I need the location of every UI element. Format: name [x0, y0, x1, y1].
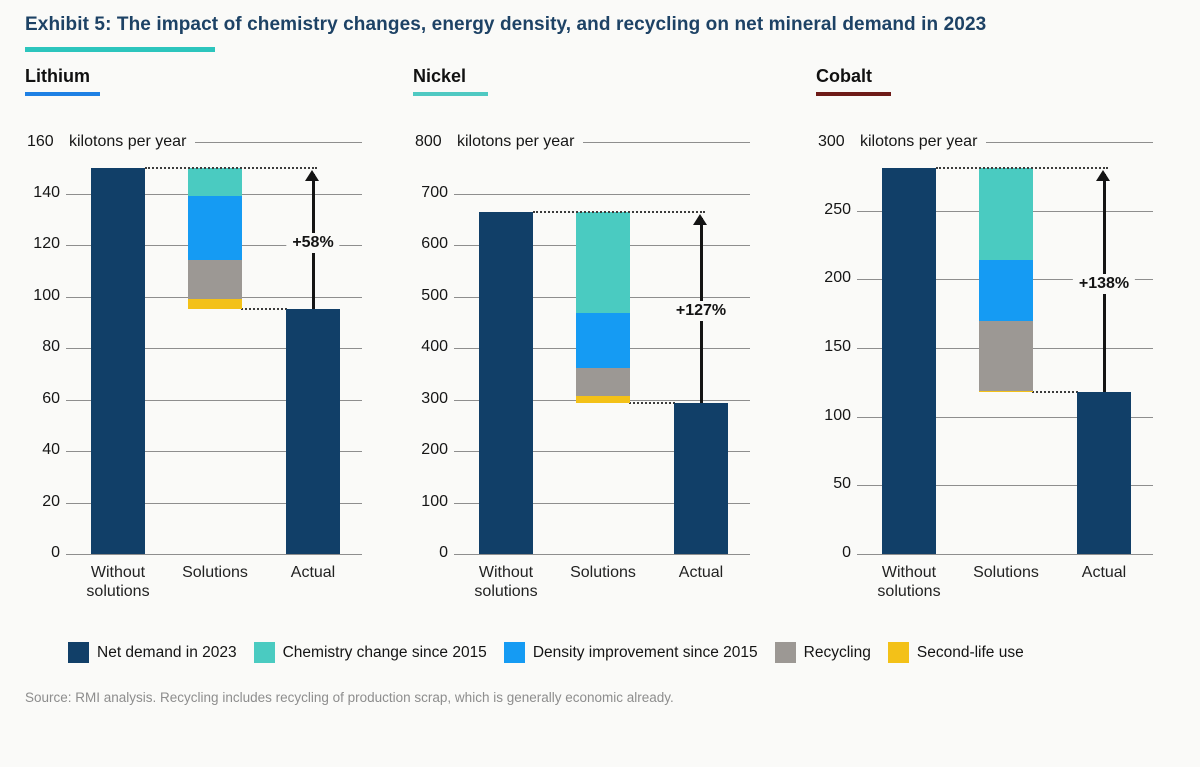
percent-change-label: +138%	[1073, 274, 1135, 294]
legend-item-recycling	[775, 642, 871, 663]
x-category-label: Solutions	[973, 564, 1039, 581]
solutions-segment-density_improvement	[979, 260, 1033, 320]
solutions-segment-recycling	[188, 260, 242, 299]
solutions-segment-density_improvement	[188, 196, 242, 260]
y-tick-label: 250	[824, 200, 851, 218]
bar-without-solutions	[479, 212, 533, 554]
solutions-segment-second_life	[576, 396, 630, 403]
legend-item-net-demand	[68, 642, 237, 663]
y-tick-label: 0	[842, 544, 851, 561]
dashed-line-actual-level	[1032, 391, 1078, 393]
legend-swatch-density-improvement	[504, 642, 525, 663]
dashed-line-without-level	[533, 211, 705, 213]
y-axis-unit-label: kilotons per year	[860, 133, 978, 150]
legend-label: Second-life use	[916, 643, 1024, 661]
x-category-label: Without solutions	[86, 564, 150, 600]
y-tick-label: 600	[421, 235, 448, 252]
y-tick-label: 200	[824, 269, 851, 287]
gridline-700	[454, 194, 750, 195]
y-tick-label: 500	[421, 286, 448, 304]
y-tick-label: 400	[421, 338, 448, 355]
y-tick-label: 700	[421, 183, 448, 201]
y-axis-unit-label: kilotons per year	[457, 133, 575, 150]
y-tick-label: 0	[439, 544, 448, 561]
gridline-0	[857, 554, 1153, 555]
y-tick-label: 140	[33, 183, 60, 201]
legend-swatch-recycling	[775, 642, 796, 663]
dashed-line-without-level	[145, 167, 317, 169]
y-axis-max-label: 800	[415, 133, 442, 150]
percent-change-label: +127%	[670, 301, 732, 321]
x-category-label: Actual	[1081, 564, 1127, 581]
legend-item-second-life	[888, 642, 1024, 663]
y-tick-label: 300	[421, 389, 448, 407]
bar-actual	[674, 403, 728, 554]
y-tick-label: 60	[42, 389, 60, 407]
mineral-title: Nickel	[413, 66, 467, 86]
mineral-underline-bar	[816, 92, 891, 96]
bar-without-solutions	[882, 168, 936, 554]
legend-swatch-second-life	[888, 642, 909, 663]
solutions-segment-chemistry_change	[979, 168, 1033, 260]
y-tick-label: 80	[42, 338, 60, 355]
charts-area	[0, 62, 1200, 607]
plot-area	[454, 142, 750, 554]
y-tick-label: 100	[421, 492, 448, 510]
x-category-label: Without solutions	[877, 564, 941, 600]
title-underline-bar	[25, 47, 215, 52]
x-category-label: Without solutions	[474, 564, 538, 600]
legend-label: Chemistry change since 2015	[282, 643, 487, 661]
source-note: Source: RMI analysis. Recycling includes recycling of production scrap, which is generally economic already.	[25, 690, 674, 705]
gridline-0	[66, 554, 362, 555]
solutions-segment-recycling	[979, 321, 1033, 391]
plot-area	[857, 142, 1153, 554]
mineral-title: Lithium	[25, 66, 90, 86]
dashed-line-actual-level	[629, 402, 675, 404]
legend-swatch-chemistry-change	[254, 642, 275, 663]
bar-without-solutions	[91, 168, 145, 554]
solutions-segment-second_life	[188, 299, 242, 309]
y-axis-max-label: 300	[818, 133, 845, 150]
y-tick-label: 150	[824, 338, 851, 355]
y-tick-label: 100	[824, 406, 851, 424]
gridline-0	[454, 554, 750, 555]
y-axis-max-label: 160	[27, 133, 54, 150]
increase-arrowhead	[305, 170, 319, 181]
x-category-label: Solutions	[570, 564, 636, 581]
y-tick-label: 50	[833, 475, 851, 493]
y-tick-label: 200	[421, 441, 448, 458]
legend-item-chemistry-change	[254, 642, 487, 663]
increase-arrowhead	[693, 214, 707, 225]
y-tick-label: 120	[33, 235, 60, 252]
dashed-line-actual-level	[241, 308, 287, 310]
solutions-segment-second_life	[979, 391, 1033, 392]
dashed-line-without-level	[936, 167, 1108, 169]
chart-panel-lithium	[0, 62, 362, 607]
chart-legend	[68, 642, 1024, 663]
x-category-label: Solutions	[182, 564, 248, 581]
y-tick-label: 100	[33, 286, 60, 304]
increase-arrowhead	[1096, 170, 1110, 181]
legend-swatch-net-demand	[68, 642, 89, 663]
exhibit-title: Exhibit 5: The impact of chemistry changes, energy density, and recycling on net mineral demand in 2023	[25, 14, 987, 35]
chart-panel-cobalt	[791, 62, 1153, 607]
legend-label: Recycling	[803, 643, 871, 661]
legend-item-density-improvement	[504, 642, 758, 663]
mineral-underline-bar	[25, 92, 100, 96]
y-tick-label: 40	[42, 441, 60, 458]
y-tick-label: 0	[51, 544, 60, 561]
solutions-segment-recycling	[576, 368, 630, 396]
chart-panel-nickel	[388, 62, 750, 607]
x-category-label: Actual	[290, 564, 336, 581]
legend-label: Density improvement since 2015	[532, 643, 758, 661]
mineral-underline-bar	[413, 92, 488, 96]
plot-area	[66, 142, 362, 554]
y-tick-label: 20	[42, 492, 60, 510]
percent-change-label: +58%	[286, 233, 339, 253]
bar-actual	[286, 309, 340, 554]
x-category-label: Actual	[678, 564, 724, 581]
mineral-title: Cobalt	[816, 66, 872, 86]
bar-actual	[1077, 392, 1131, 554]
legend-label: Net demand in 2023	[97, 643, 237, 661]
solutions-segment-density_improvement	[576, 313, 630, 368]
solutions-segment-chemistry_change	[188, 168, 242, 196]
solutions-segment-chemistry_change	[576, 212, 630, 314]
y-axis-unit-label: kilotons per year	[69, 133, 187, 150]
